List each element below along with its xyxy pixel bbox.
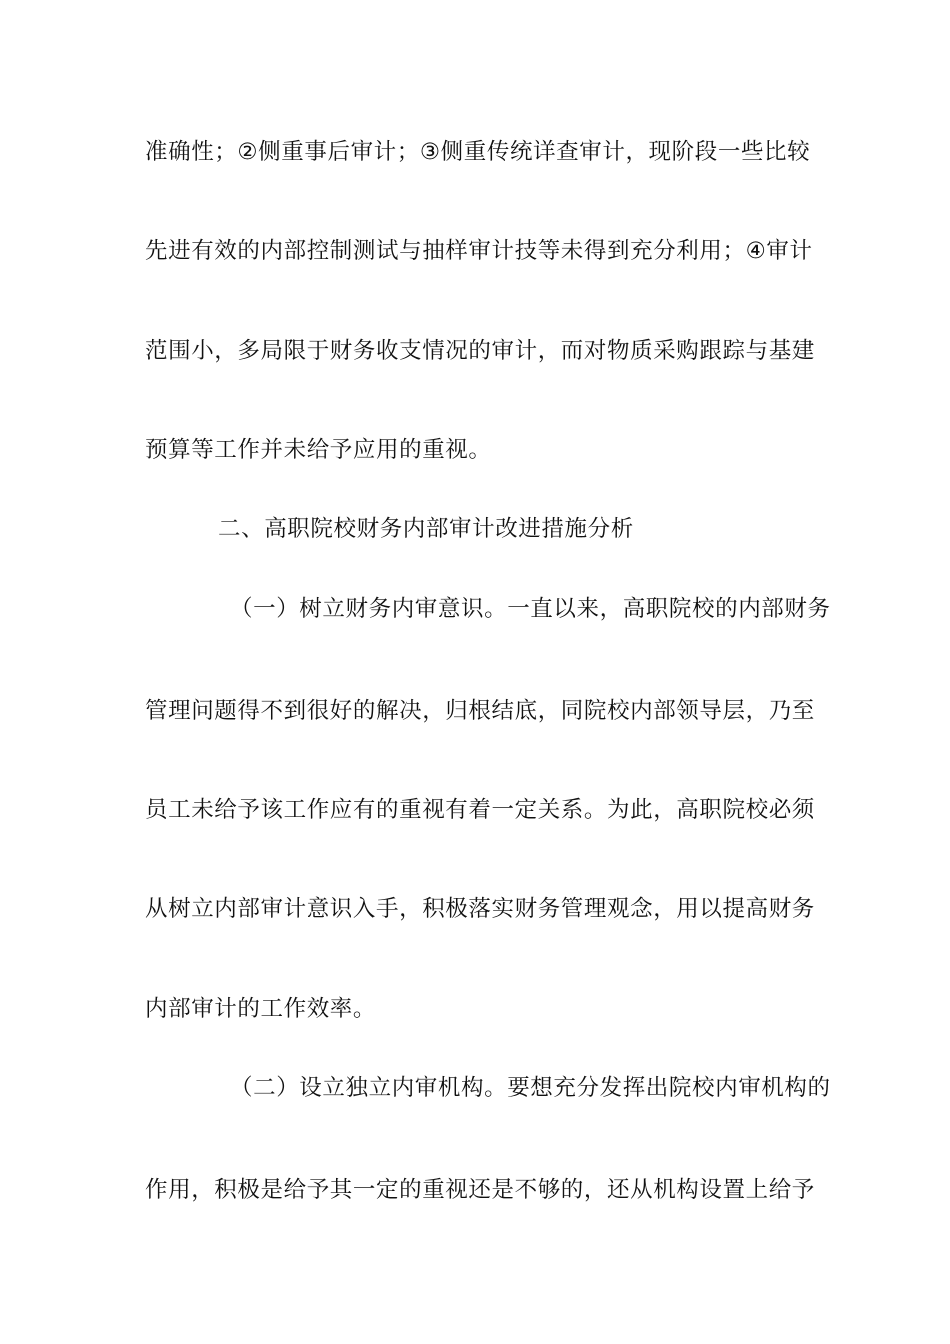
paragraph-line: 员工未给予该工作应有的重视有着一定关系。为此，高职院校必须 [145, 797, 815, 823]
paragraph-line: 作用，积极是给予其一定的重视还是不够的，还从机构设置上给予 [145, 1177, 815, 1203]
paragraph-line: 先进有效的内部控制测试与抽样审计技等未得到充分利用；④审计 [145, 238, 813, 264]
paragraph-line: 内部审计的工作效率。 [145, 996, 377, 1022]
paragraph-line: （一）树立财务内审意识。一直以来，高职院校的内部财务 [230, 596, 831, 622]
paragraph-line: 准确性；②侧重事后审计；③侧重传统详查审计，现阶段一些比较 [145, 139, 811, 165]
paragraph-line: 预算等工作并未给予应用的重视。 [145, 437, 492, 463]
paragraph-line: （二）设立独立内审机构。要想充分发挥出院校内审机构的 [230, 1075, 831, 1101]
paragraph-line: 范围小，多局限于财务收支情况的审计，而对物质采购跟踪与基建 [145, 338, 815, 364]
section-heading: 二、高职院校财务内部审计改进措施分析 [218, 516, 634, 542]
paragraph-line: 从树立内部审计意识入手，积极落实财务管理观念，用以提高财务 [145, 896, 815, 922]
paragraph-line: 管理问题得不到很好的解决，归根结底，同院校内部领导层，乃至 [145, 698, 815, 724]
